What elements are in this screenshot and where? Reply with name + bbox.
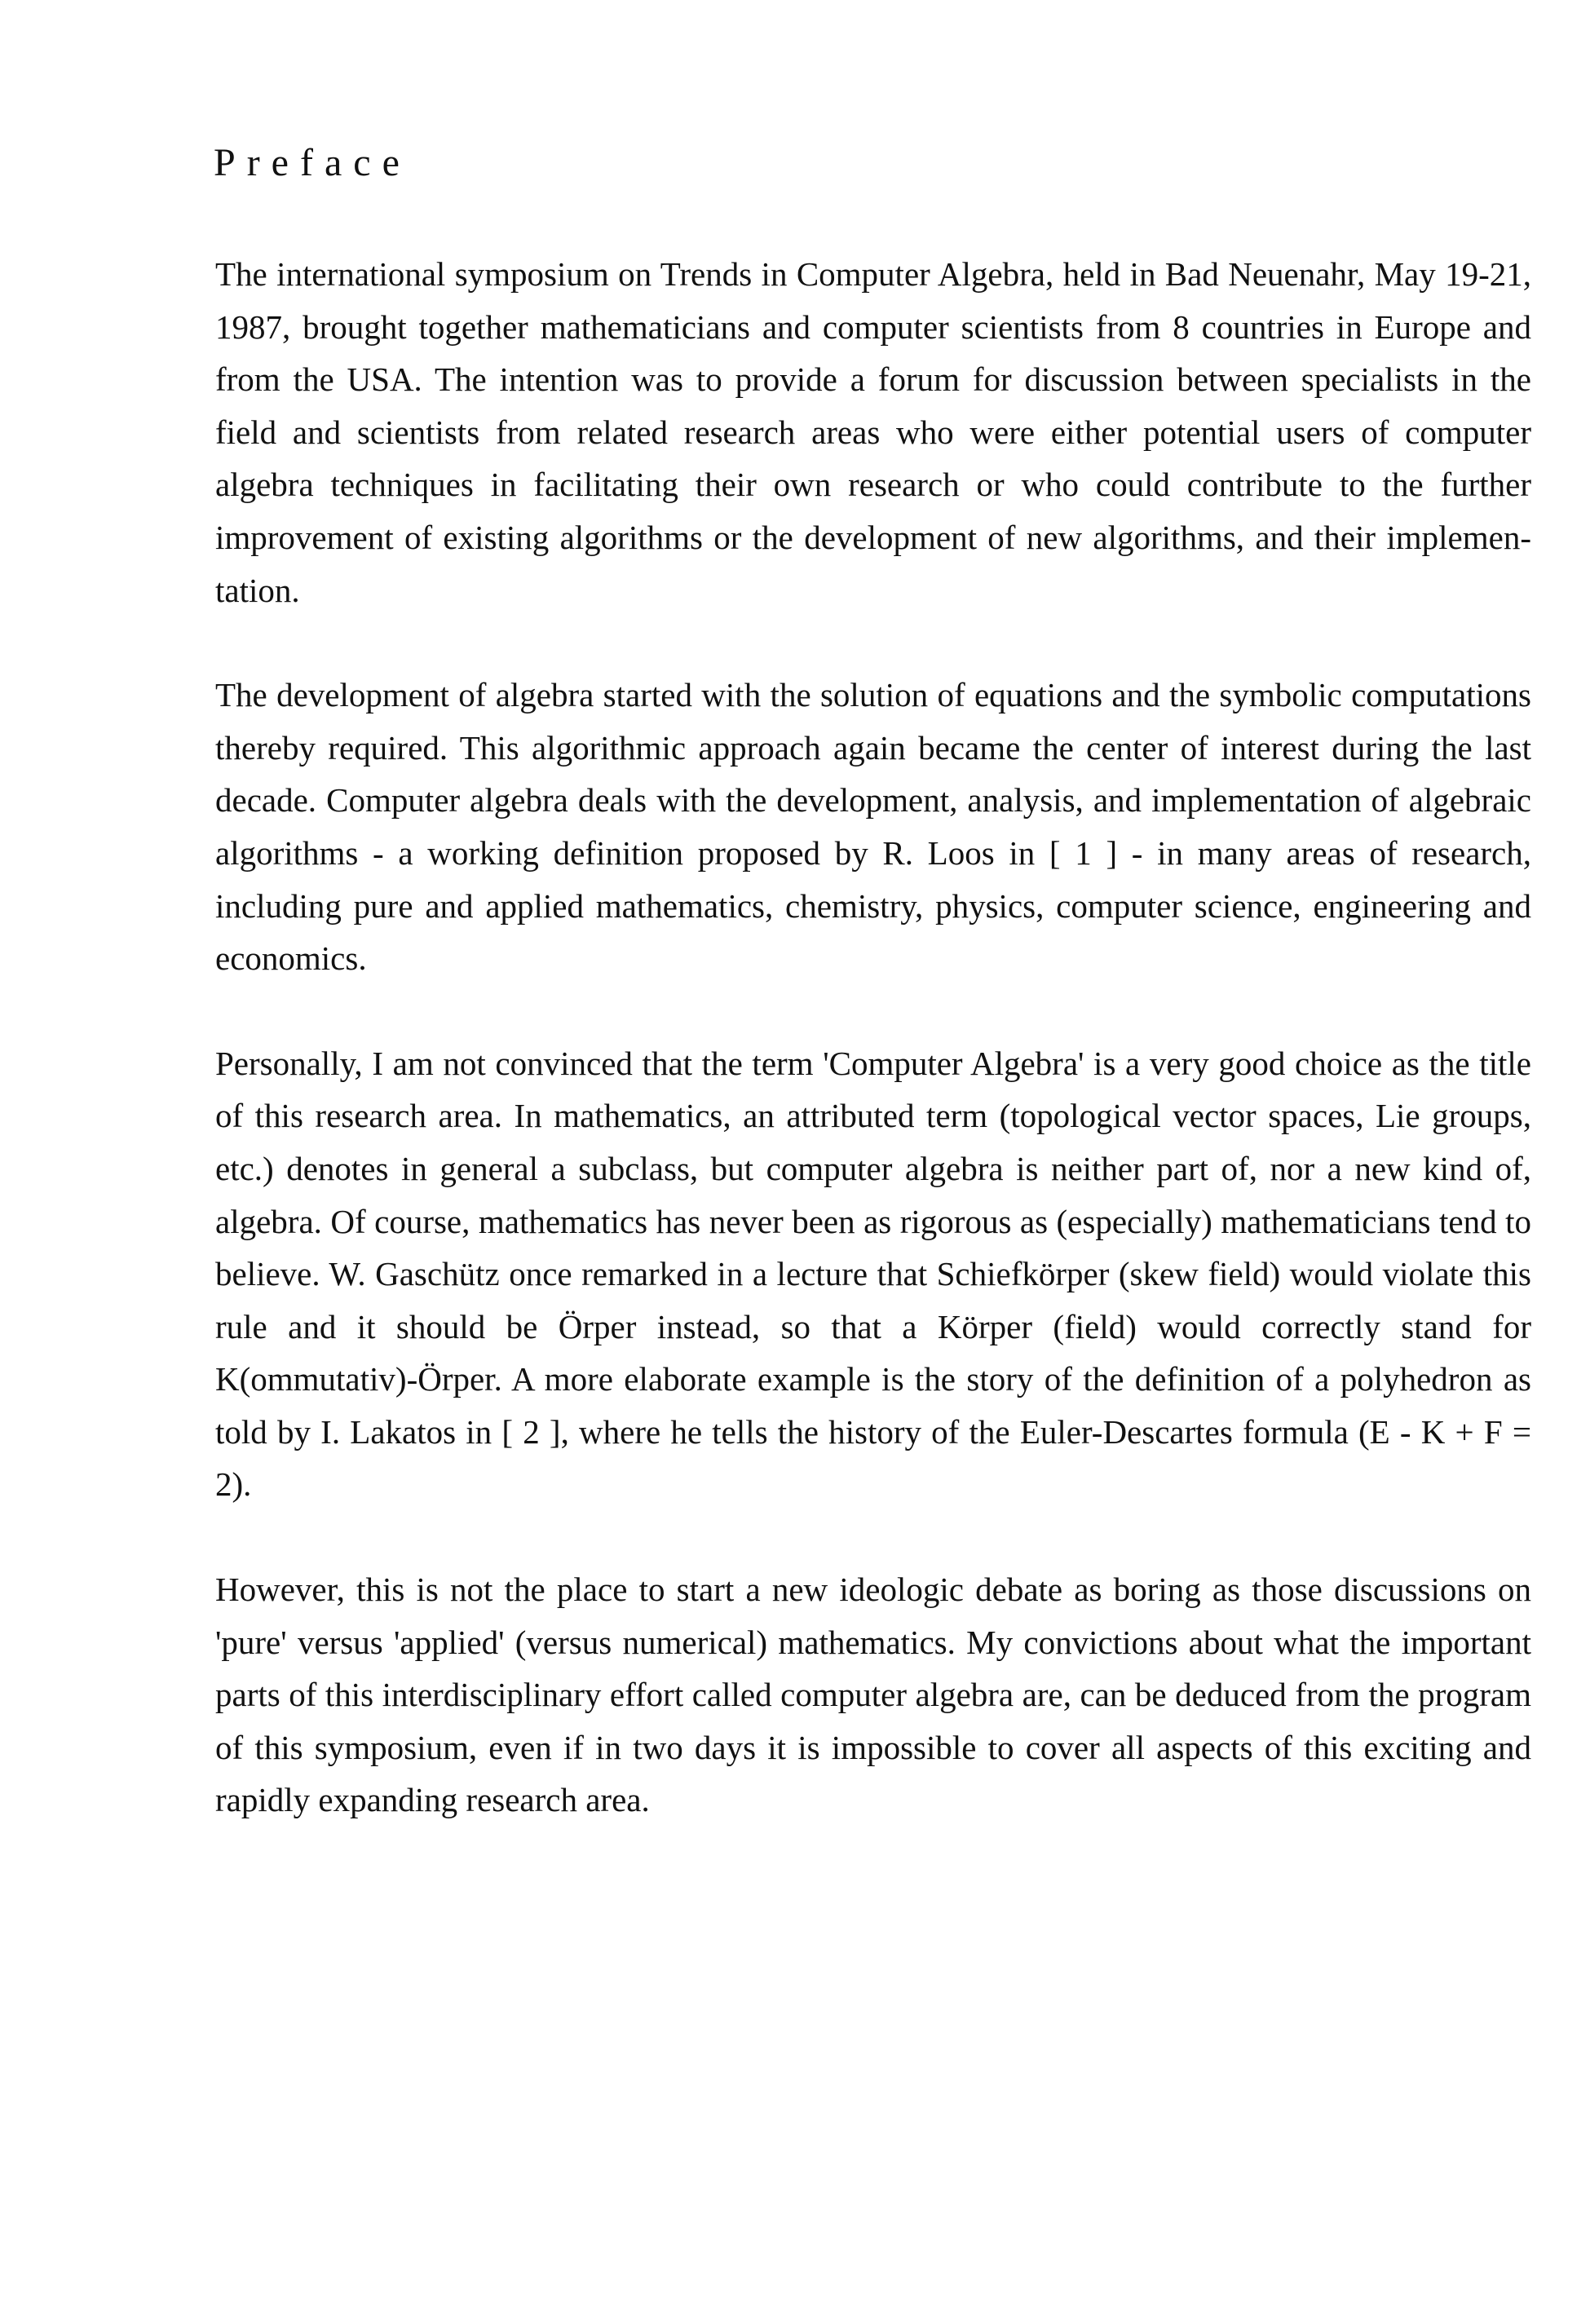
- paragraph-symposium-intro: The international symposium on Trends in Computer Algebra, held in Bad Neuenahr, May 19-21, 1987, brought together mathematicians and computer scientists from 8 countries in Europe and from the USA. The intention was to provide a forum for discussion between specialists in the field and scientists from related research areas who were either potential users of computer algebra techniques in facilitating their own research or who could contribute to the further improvement of existing algorithms or the development of new algorithms, and their implementation.: [215, 255, 1531, 609]
- paragraph-algebra-development: The development of algebra started with the solution of equations and the symbolic computations thereby required. This algorithmic approach again became the center of interest during the last decade. Computer algebra deals with the development, analysis, and implementation of algebraic algorithms - a working definition proposed by R. Loos in [ 1 ] - in many areas of research, including pure and applied mathematics, chemistry, physics, computer science, engineering and economics.: [215, 676, 1531, 978]
- preface-body: [215, 248, 1531, 1879]
- page-title: Preface: [214, 141, 411, 184]
- paragraph-term-critique: Personally, I am not convinced that the term 'Computer Algebra' is a very good choice as the title of this research area. In mathematics, an attributed term (topological vector spaces, Lie groups, etc.) denotes in general a subclass, but computer algebra is neither part of, nor a new kind of, algebra. Of course, mathematics has never been as rigorous as (especially) mathematicians tend to believe. W. Gaschütz once remarked in a lecture that Schiefkörper (skew field) would violate this rule and it should be Örper instead, so that a Körper (field) would correctly stand for K(ommutativ)-Örper. A more elaborate example is the story of the definition of a polyhedron as told by I. Lakatos in [ 2 ], where he tells the history of the Euler-Descartes formula (E - K + F = 2).: [215, 1044, 1531, 1504]
- paragraph-program-scope: However, this is not the place to start a new ideologic debate as boring as those discussions on 'pure' versus 'applied' (versus numerical) mathematics. My convictions about what the important parts of this interdisciplinary effort called computer algebra are, can be deduced from the program of this symposium, even if in two days it is impossible to cover all aspects of this exciting and rapidly expanding research area.: [215, 1571, 1531, 1819]
